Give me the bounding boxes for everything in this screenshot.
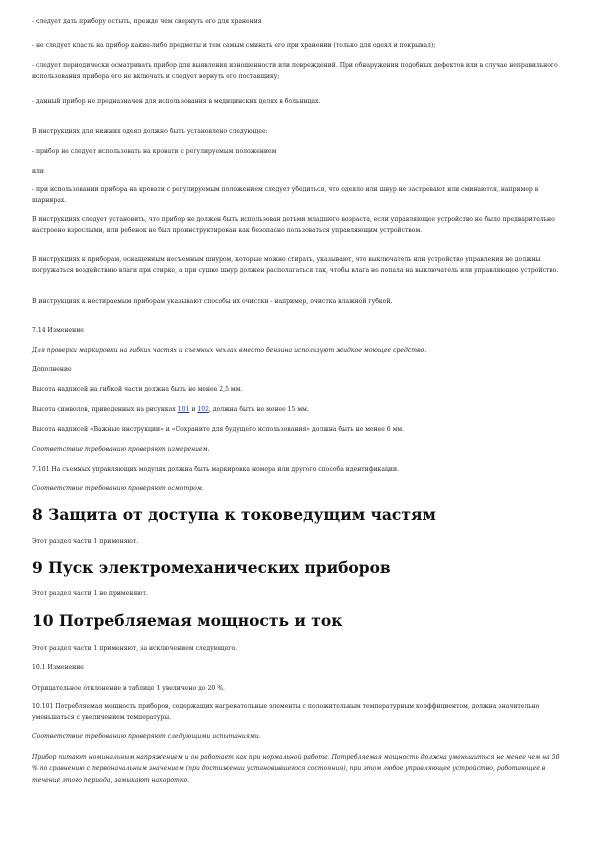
list-item: - следует периодически осматривать прибор для выявления изношенности или повреждений. При обнаружении подобных дефектов или в случае неправильного использования прибора его не включать и следует вернуть его поставщику;	[32, 62, 558, 81]
figure-101-link[interactable]: 101	[177, 406, 190, 413]
list-item: - прибор не следует использовать на кровати с регулируемым положением	[32, 148, 277, 155]
paragraph: Соответствие требованию проверяют осмотром.	[32, 485, 204, 492]
paragraph: Соответствие требованию проверяют следующими испытаниями.	[32, 733, 261, 740]
section-number: 10.1 Изменение	[32, 664, 84, 671]
paragraph: Отрицательное отклонение в таблице 1 увеличено до 20 %.	[32, 685, 225, 692]
text-fragment: Высота символов, приведенных на рисунках	[32, 406, 178, 413]
paragraph: 7.101 На съемных управляющих модулях должна быть маркировка номера или другого способа идентификации.	[32, 466, 399, 473]
paragraph: В инструкциях к приборам, оснащенным несъемным шнуром, которые можно стирать, указывают, что выключатель или устройство управления не должны погружаться воздействию влаги при стирке, а при сушке шнур должен располагаться так, чтобы влага не попала на выключатель или управляющее устройство.	[32, 256, 559, 275]
paragraph: Соответствие требованию проверяют измерением.	[32, 446, 210, 453]
section-heading: 8 Защита от доступа к токоведущим частям	[32, 505, 436, 524]
text-fragment: и	[189, 406, 198, 413]
list-item: - при использовании прибора на кровати с регулируемым положением следует убедиться, что одеяло или шнур не застревают или сминаются, например в шарнирах.	[32, 186, 539, 205]
paragraph: В инструкциях следует установить, что прибор не должен быть использован детьми младшего возраста, если управляющее устройство не было предварительно настроено взрослыми, или ребенок не был проинструктирован как безопасно пользоваться управляющим устройством.	[32, 216, 555, 235]
paragraph: Этот раздел части 1 применяют.	[32, 538, 139, 545]
section-heading: 9 Пуск электромеханических приборов	[32, 558, 391, 577]
paragraph: Этот раздел части 1 не применяют.	[32, 590, 148, 597]
section-number: 7.14 Изменение	[32, 327, 84, 334]
paragraph: В инструкциях для нижних одеял должно быть установлено следующее:	[32, 128, 268, 135]
list-item: - следует дать прибору остыть, прежде чем свернуть его для хранения	[32, 18, 262, 25]
paragraph: 10.101 Потребляемая мощность приборов, содержащих нагревательные элементы с положительным температурным коэффициентом, должна значительно уменьшаться с увеличением температуры.	[32, 703, 540, 722]
paragraph: Дополнение	[32, 366, 72, 373]
list-item: - не следует класть на прибор какие-либо предметы и тем самым сминать его при хранении (только для одеял и покрывал);	[32, 42, 436, 49]
paragraph	[32, 404, 567, 415]
paragraph: Высота надписей на гибкой части должна быть не менее 2,5 мм.	[32, 386, 243, 393]
paragraph: Прибор питают номинальным напряжением и он работает как при нормальной работе. Потребляемая мощность должна уменьшиться не менее чем на 50 % по сравнению с первоначальным значением (при достижении установившегося состояния), при этом любое управляющее устройство, работающее в течение этого периода, замыкают накоротко.	[32, 754, 560, 784]
section-heading: 10 Потребляемая мощность и ток	[32, 611, 343, 630]
paragraph: Этот раздел части 1 применяют, за исключением следующего.	[32, 645, 238, 652]
list-item: - данный прибор не предназначен для использования в медицинских целях в больницах.	[32, 98, 321, 105]
figure-102-link[interactable]: 102	[197, 406, 209, 413]
paragraph: или	[32, 168, 44, 175]
paragraph: В инструкциях к нестираемым приборам указывают способы их очистки - например, очистка влажной губкой.	[32, 298, 393, 305]
paragraph: Высота надписей «Важные инструкции» и «Сохраните для будущего использования» должна быть не менее 6 мм.	[32, 426, 405, 433]
text-fragment: , должна быть не менее 15 мм.	[208, 406, 309, 413]
paragraph: Для проверки маркировки на гибких частях и съемных чехлах вместо бензина используют жидкое моющее средство.	[32, 347, 427, 354]
